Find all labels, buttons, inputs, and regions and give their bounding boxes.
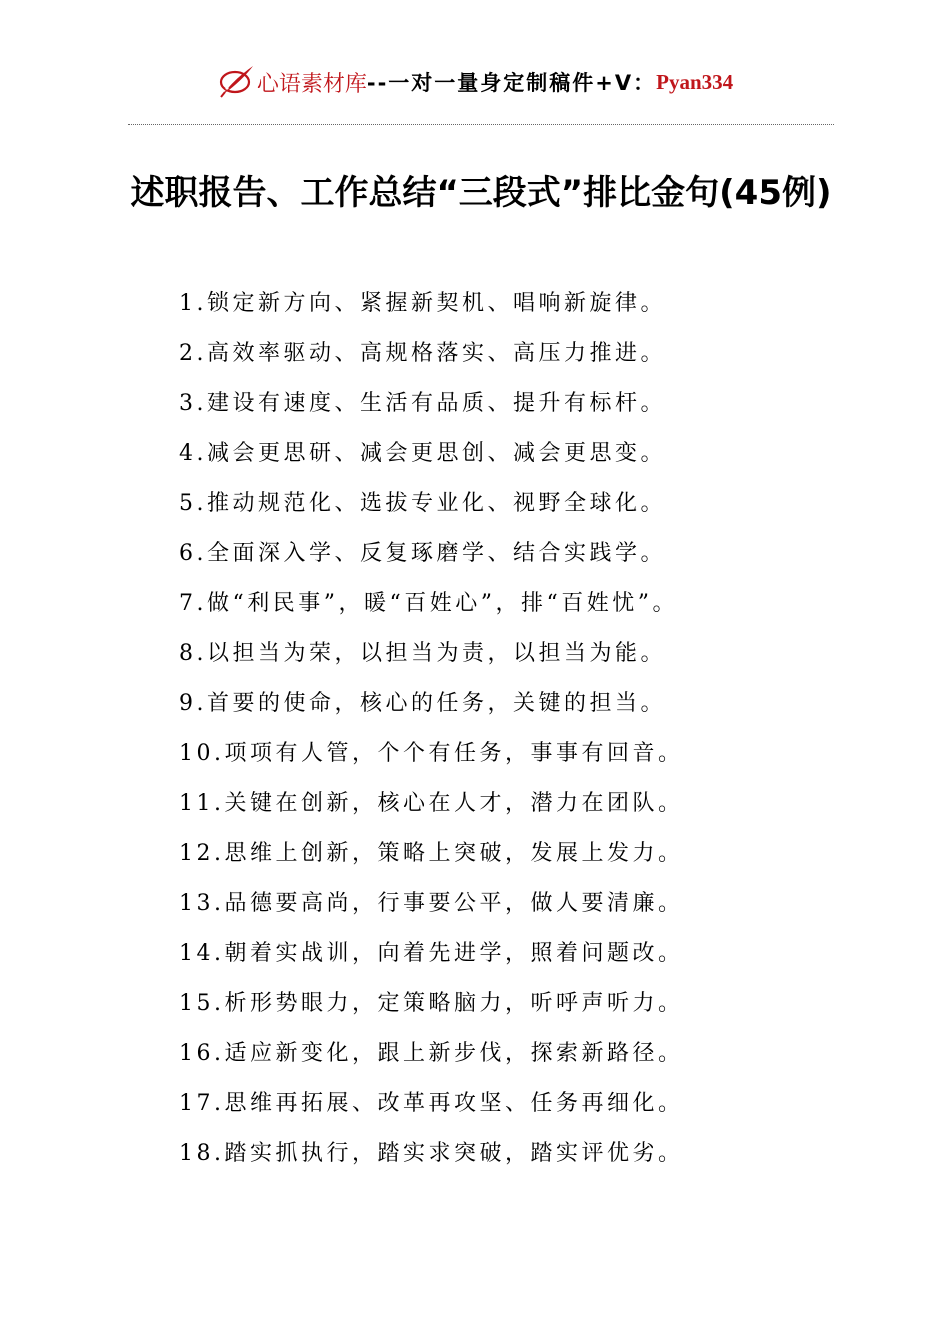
list-item: 14.朝着实战训，向着先进学，照着问题改。: [179, 941, 684, 966]
list-item: 11.关键在创新，核心在人才，潜力在团队。: [179, 791, 684, 816]
list-item: 10.项项有人管，个个有任务，事事有回音。: [179, 741, 684, 766]
list-item: 17.思维再拓展、改革再攻坚、任务再细化。: [179, 1091, 684, 1116]
list-item: 8.以担当为荣，以担当为责，以担当为能。: [179, 641, 666, 666]
list-item: 1.锁定新方向、紧握新契机、唱响新旋律。: [179, 291, 666, 316]
document-title: 述职报告、工作总结“三段式”排比金句(45例): [130, 173, 832, 213]
wechat-id: Pyan334: [656, 69, 734, 94]
phrase-list: [179, 282, 839, 1182]
list-item: 15.析形势眼力，定策略脑力，听呼声听力。: [179, 991, 684, 1016]
header-banner: [217, 64, 733, 100]
list-item: 9.首要的使命，核心的任务，关键的担当。: [179, 691, 666, 716]
page-header: [0, 62, 950, 102]
header-divider: [128, 124, 834, 125]
list-item: 5.推动规范化、选拔专业化、视野全球化。: [179, 491, 666, 516]
header-slogan: --一对一量身定制稿件+V：: [366, 71, 657, 95]
quill-pen-logo-icon: [217, 62, 257, 98]
list-item: 12.思维上创新，策略上突破，发展上发力。: [179, 841, 684, 866]
list-item: 4.减会更思研、减会更思创、减会更思变。: [179, 441, 666, 466]
list-item: 6.全面深入学、反复琢磨学、结合实践学。: [179, 541, 666, 566]
list-item: 18.踏实抓执行，踏实求突破，踏实评优劣。: [179, 1141, 684, 1166]
list-item: 13.品德要高尚，行事要公平，做人要清廉。: [179, 891, 684, 916]
list-item: 7.做“利民事”，暖“百姓心”，排“百姓忧”。: [179, 591, 678, 616]
brand-name: 心语素材库: [256, 71, 367, 97]
list-item: 3.建设有速度、生活有品质、提升有标杆。: [179, 391, 666, 416]
list-item: 16.适应新变化，跟上新步伐，探索新路径。: [179, 1041, 684, 1066]
list-item: 2.高效率驱动、高规格落实、高压力推进。: [179, 341, 666, 366]
